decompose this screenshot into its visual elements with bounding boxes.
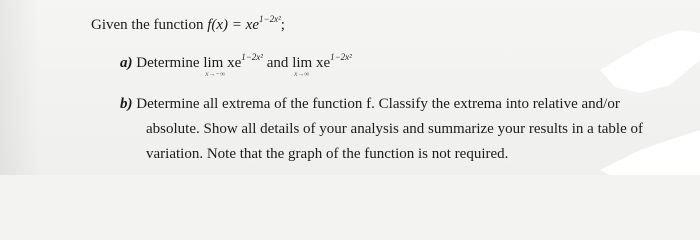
part-a-text: Determine <box>136 55 200 71</box>
page-shadow <box>0 0 40 175</box>
function-expression: f(x) = xe <box>207 17 259 33</box>
intro-end: ; <box>280 17 285 33</box>
limit-1-subscript: x→−∞ <box>205 70 226 78</box>
limit-2-expression: lim xe <box>292 55 331 71</box>
part-b-text-2: absolute. Show all details of your analysis and summarize your results in a table of <box>146 121 643 137</box>
part-a-line <box>120 52 352 78</box>
limit-2-exponent: 1−2x² <box>330 52 352 62</box>
glare-shape-top <box>560 25 700 95</box>
part-b-text-1: Determine all extrema of the function f. Classify the extrema into relative and/or <box>136 96 620 112</box>
limit-1-expression: lim xe <box>203 55 242 71</box>
limit-2-subscript: x→∞ <box>294 70 310 78</box>
limit-1-exponent: 1−2x² <box>241 52 264 62</box>
limit-1 <box>203 52 264 78</box>
part-b-line-3 <box>146 146 508 163</box>
function-exponent: 1−2x² <box>259 14 281 24</box>
part-b-label: b) <box>120 96 133 112</box>
part-b-text-3: variation. Note that the graph of the function is not required. <box>146 146 509 162</box>
limit-2 <box>292 52 352 78</box>
intro-text: Given the function <box>91 17 204 33</box>
part-b-line-1 <box>120 96 620 113</box>
intro-line <box>91 14 285 34</box>
part-a-label: a) <box>120 55 133 71</box>
glare-shape-bottom <box>540 120 700 175</box>
part-a-and: and <box>266 55 289 71</box>
